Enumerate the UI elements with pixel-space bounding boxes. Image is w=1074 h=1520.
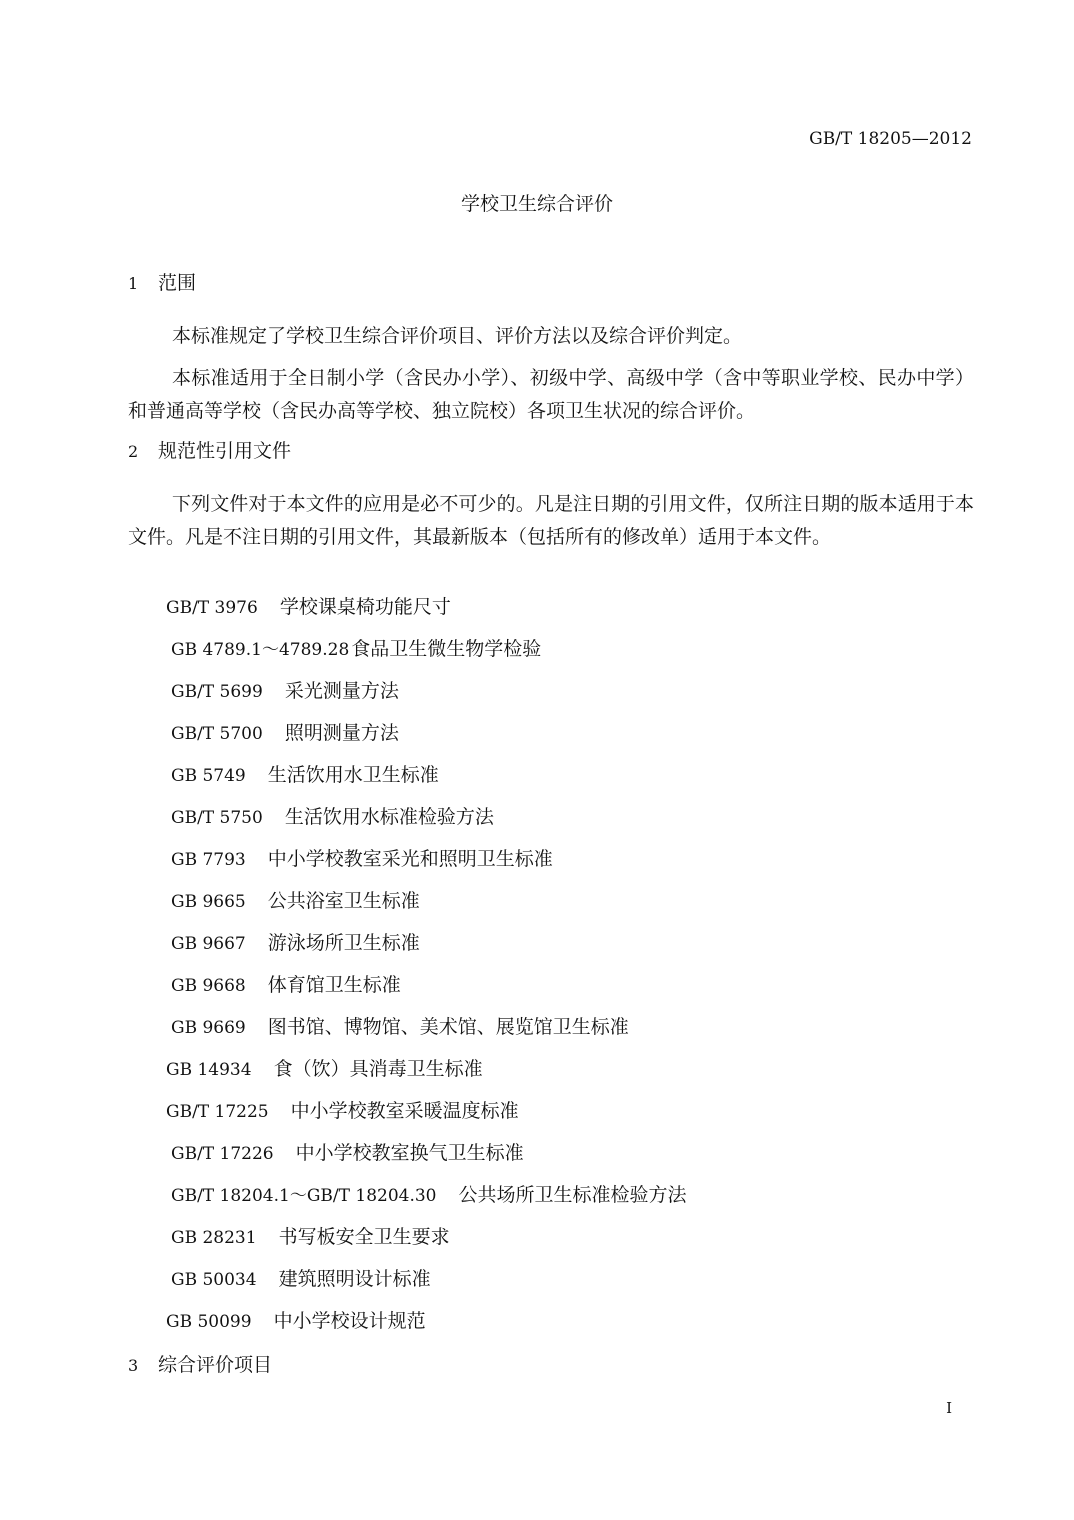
reference-title: 食（饮）具消毒卫生标准 xyxy=(273,1058,483,1080)
document-title: 学校卫生综合评价 xyxy=(460,193,613,215)
reference-title: 游泳场所卫生标准 xyxy=(267,932,420,954)
reference-code: GB/T 5699 xyxy=(171,682,263,702)
reference-item xyxy=(171,1138,524,1165)
paragraph-applicability: 本标准适用于全日制小学（含民办小学）、初级中学、高级中学（含中等职业学校、民办中学）和普通高等学校（含民办高等学校、独立院校）各项卫生状况的综合评价。 xyxy=(128,367,974,422)
section-number: 2 xyxy=(128,442,139,461)
reference-item xyxy=(171,844,553,871)
reference-title: 中小学校设计规范 xyxy=(273,1310,426,1332)
section-title: 综合评价项目 xyxy=(158,1354,273,1376)
reference-title: 书写板安全卫生要求 xyxy=(278,1226,450,1248)
reference-title: 中小学校教室采暖温度标准 xyxy=(290,1100,519,1122)
reference-code: GB 9669 xyxy=(171,1018,246,1038)
reference-title: 体育馆卫生标准 xyxy=(267,974,401,996)
reference-title: 食品卫生微生物学检验 xyxy=(351,638,542,660)
section-title: 范围 xyxy=(158,272,197,294)
reference-code: GB 28231 xyxy=(171,1228,257,1248)
reference-item xyxy=(166,592,451,619)
reference-code: GB/T 5700 xyxy=(171,724,263,744)
section-title: 规范性引用文件 xyxy=(158,440,292,462)
reference-code: GB/T 17225 xyxy=(166,1102,269,1122)
reference-title: 公共场所卫生标准检验方法 xyxy=(458,1184,687,1206)
reference-code: GB 50034 xyxy=(171,1270,257,1290)
reference-item xyxy=(171,634,541,661)
reference-item xyxy=(171,760,439,787)
paragraph-normative-refs: 下列文件对于本文件的应用是必不可少的。凡是注日期的引用文件，仅所注日期的版本适用于本文件。凡是不注日期的引用文件，其最新版本（包括所有的修改单）适用于本文件。 xyxy=(128,493,974,548)
reference-item xyxy=(171,676,399,703)
reference-code: GB/T 3976 xyxy=(166,598,258,618)
reference-item xyxy=(171,718,399,745)
reference-title: 图书馆、博物馆、美术馆、展览馆卫生标准 xyxy=(267,1016,629,1038)
reference-item xyxy=(171,802,494,829)
reference-item xyxy=(171,1264,431,1291)
reference-code: GB/T 18204.1～GB/T 18204.30 xyxy=(171,1186,437,1206)
reference-item xyxy=(166,1054,483,1081)
reference-item xyxy=(166,1306,426,1333)
standard-number: GB/T 18205—2012 xyxy=(809,129,972,149)
reference-title: 生活饮用水标准检验方法 xyxy=(284,806,494,828)
reference-code: GB 9668 xyxy=(171,976,246,996)
reference-item xyxy=(171,928,420,955)
section-3-heading xyxy=(128,1350,272,1377)
reference-title: 建筑照明设计标准 xyxy=(278,1268,431,1290)
reference-title: 学校课桌椅功能尺寸 xyxy=(279,596,451,618)
reference-title: 公共浴室卫生标准 xyxy=(267,890,420,912)
reference-item xyxy=(171,1222,450,1249)
reference-title: 采光测量方法 xyxy=(284,680,399,702)
section-number: 1 xyxy=(128,274,139,293)
reference-code: GB 4789.1～4789.28 xyxy=(171,640,350,660)
section-number: 3 xyxy=(128,1356,139,1375)
reference-code: GB 9665 xyxy=(171,892,246,912)
reference-code: GB/T 17226 xyxy=(171,1144,274,1164)
reference-item xyxy=(171,886,420,913)
reference-item xyxy=(171,1012,629,1039)
reference-code: GB 50099 xyxy=(166,1312,252,1332)
reference-title: 生活饮用水卫生标准 xyxy=(267,764,439,786)
reference-item xyxy=(171,970,401,997)
reference-code: GB 9667 xyxy=(171,934,246,954)
reference-title: 照明测量方法 xyxy=(284,722,399,744)
reference-title: 中小学校教室采光和照明卫生标准 xyxy=(267,848,553,870)
section-2-heading xyxy=(128,436,291,463)
reference-code: GB/T 5750 xyxy=(171,808,263,828)
reference-code: GB 14934 xyxy=(166,1060,252,1080)
reference-item xyxy=(166,1096,519,1123)
page-number: I xyxy=(946,1399,952,1417)
reference-code: GB 7793 xyxy=(171,850,246,870)
reference-title: 中小学校教室换气卫生标准 xyxy=(295,1142,524,1164)
paragraph-scope: 本标准规定了学校卫生综合评价项目、评价方法以及综合评价判定。 xyxy=(172,325,743,347)
reference-item xyxy=(171,1180,687,1207)
section-1-heading xyxy=(128,268,196,295)
reference-code: GB 5749 xyxy=(171,766,246,786)
